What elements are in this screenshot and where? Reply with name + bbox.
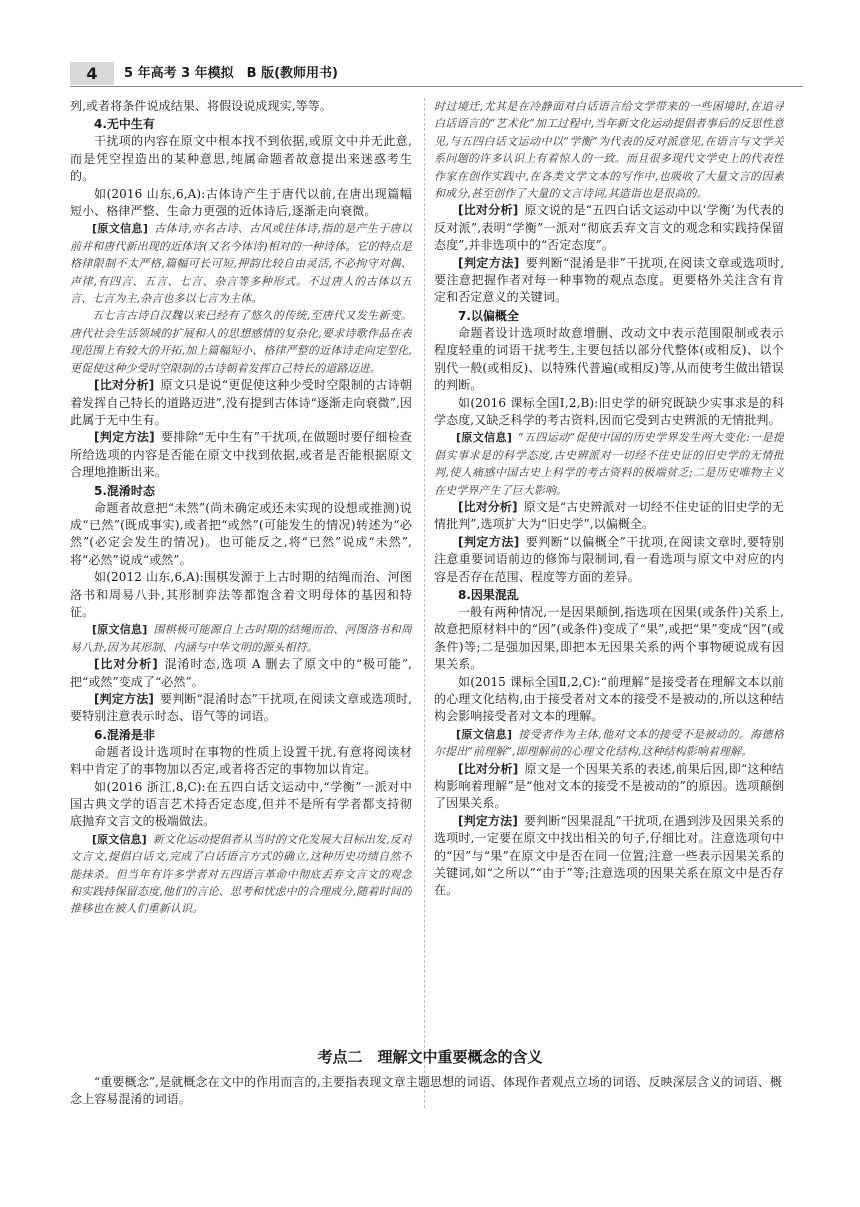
paragraph-text: 时过境迁,尤其是在冷静面对白话语言给文学带来的一些困境时,在追寻白话语言的“艺术化”加工过程中,当年新文化运动提倡者事后的反思性意见,与五四白话文运动中以“学衡”为代表的反对派意见,在语言与文学关系问题的许多认识上有着惊人的一致。而且很多现代文学史上的代表性作家在创作实践中,在各类文学文本的写作中,也吸收了大量文言的因素和成分,甚至创作了大量的文言诗词,其造诣也是很高的。: [434, 100, 784, 201]
left-column: [70, 98, 412, 1138]
paragraph-text: 接受者作为主体,他对文本的接受不是被动的。海德格尔提出“前理解”,即理解前的心理文化结构,这种结构影响着理解。: [434, 727, 784, 759]
paragraph: [70, 569, 412, 621]
paragraph-text: 8.因果混乱: [458, 587, 519, 602]
subsection-heading: [434, 307, 784, 325]
subsection-heading: [434, 586, 784, 604]
paragraph: [70, 691, 412, 726]
paragraph-text: 命题者故意把“未然”(尚未确定或还未实现的设想或推测)说成“已然”(既成事实),或者把“或然”(可能发生的情况)转述为“必然”(必定会发生的情况)。也可能反之,将“已然”说成“未然”,将“必然”说成“或然”。: [70, 500, 412, 567]
paragraph: [434, 202, 784, 254]
section-title: 考点二 理解文中重要概念的含义: [317, 1048, 543, 1066]
paragraph-text: 4.无中生有: [94, 117, 155, 132]
paragraph-text: 列,或者将条件说成结果、将假设说成现实,等等。: [70, 99, 332, 113]
paragraph-text: 要判断“混淆是非”干扰项,在阅读文章或选项时,要注意把握作者对每一种事物的观点态度。更要格外关注含有肯定和否定意义的关键词。: [434, 255, 784, 305]
paragraph-text: 新文化运动提倡者从当时的文化发展大目标出发,反对文言文,提倡白话文,完成了白话语言方式的确立,这种历史功绩自然不能抹杀。但当年有许多学者对五四语言革命中彻底丢弃文言文的观念和实践持保留态度,他们的言论、思考和忧虑中的合理成分,随着时间的推移也在被人们重新认识。: [70, 832, 412, 916]
paragraph: [70, 307, 412, 377]
paragraph-text: 五七言古诗自汉魏以来已经有了悠久的传统,至唐代又发生新变。唐代社会生活领域的扩展和人的思想感情的复杂化,要求诗歌作品在表现范围上有较大的开拓,加上篇幅短小、格律严整的近体诗走向定型化,更促使这种少受时空限制的古诗朝着发挥自己特长的道路迈进。: [70, 309, 412, 375]
paragraph: [434, 604, 784, 674]
paragraph-text: 7.以偏概全: [458, 308, 519, 323]
paragraph-text: 原文只是说“更促使这种少受时空限制的古诗朝着发挥自己特长的道路迈进”,没有提到古体诗“逐渐走向衰微”,因此属于无中生有。: [70, 378, 412, 427]
paragraph: [70, 621, 412, 656]
right-column: [434, 98, 784, 1138]
paragraph-text: 如(2012 山东,6,A):围棋发源于上古时期的结绳而治、河图洛书和周易八卦,其形制弈法等都饱含着文明母体的基因和特征。: [70, 570, 412, 619]
paragraph: [434, 429, 784, 499]
paragraph-text: 如(2016 课标全国Ⅰ,2,B):旧史学的研究既缺少实事求是的科学态度,又缺乏科学的考古资料,因而它受到古史辨派的无情批判。: [434, 395, 784, 427]
paragraph-text: 原文是“古史辨派对一切经不住史证的旧史学的无情批判”,选项扩大为“旧史学”,以偏概全。: [434, 499, 784, 532]
paragraph-text: 如(2016 山东,6,A):古体诗产生于唐代以前,在唐出现篇幅短小、格律严整、生命力更强的近体诗后,逐渐走向衰微。: [70, 186, 412, 219]
paragraph: [70, 377, 412, 429]
paragraph: [434, 726, 784, 761]
paragraph-text: “五四运动”促使中国的历史学界发生两大变化:一是提倡实事求是的科学态度,古史辨派对一切经不住史证的旧史学的无情批判,使人痛感中国古史上科学的考古资料的极端贫乏;二是历史唯物主义在史学界产生了巨大影响。: [434, 431, 784, 497]
paragraph-tag: [原文信息]: [456, 431, 513, 445]
paragraph-tag: [判定方法]: [458, 534, 520, 549]
paragraph: [70, 220, 412, 307]
paragraph-tag: [原文信息]: [92, 832, 147, 846]
paragraph-text: 原文是一个因果关系的表述,前果后因,即“这种结构影响着理解”是“他对文本的接受不是被动的”的原因。选项颠倒了因果关系。: [434, 761, 784, 811]
paragraph: [70, 98, 412, 115]
paragraph-text: 要判断“因果混乱”干扰项,在遇到涉及因果关系的选项时,一定要在原文中找出相关的句子,仔细比对。注意选项句中的“因”与“果”在原文中是否在同一位置;注意一些表示因果关系的关键词,如“之所以”“由于”等;注意选项的因果关系在原文中是否存在。: [434, 813, 784, 898]
page-header: [70, 62, 803, 87]
paragraph: [434, 255, 784, 307]
paragraph: [434, 761, 784, 813]
paragraph-tag: [判定方法]: [94, 430, 155, 445]
paragraph: [434, 813, 784, 900]
paragraph-tag: [比对分析]: [458, 203, 519, 218]
paragraph: [70, 186, 412, 221]
paragraph-text: 一般有两种情况,一是因果颠倒,指选项在因果(或条件)关系上,故意把原材料中的“因”(或条件)变成了“果”,或把“果”变成“因”(或条件)等;二是强加因果,即把本无因果关系的两个事物硬说成有因果关系。: [434, 604, 784, 672]
paragraph: [434, 98, 784, 202]
paragraph-text: 命题者设计选项时在事物的性质上设置干扰,有意将阅读材料中肯定了的事物加以否定,或者将否定的事物加以肯定。: [70, 744, 412, 777]
paragraph-tag: [原文信息]: [92, 222, 149, 236]
paragraph-text: 混淆时态,选项 A 删去了原文中的“极可能”,把“或然”变成了“必然”。: [70, 657, 412, 689]
paragraph-text: 要排除“无中生有”干扰项,在做题时要仔细检查所给选项的内容是否能在原文中找到依据,或者是否能根据原文合理地推断出来。: [70, 430, 412, 480]
paragraph: [434, 534, 784, 586]
paragraph-tag: [判定方法]: [458, 813, 518, 828]
paragraph-text: 干扰项的内容在原文中根本找不到依据,或原文中并无此意,而是凭空捏造出的某种意思,纯属命题者故意提出来迷惑考生的。: [70, 134, 412, 184]
paragraph-text: 6.混淆是非: [94, 727, 155, 742]
paragraph: [70, 133, 412, 185]
paragraph: [434, 499, 784, 534]
paragraph-text: 如(2015 课标全国Ⅱ,2,C):“前理解”是接受者在理解文本以前的心理文化结构,由于接受者对文本的接受不是被动的,所以这种结构会影响接受者对文本的理解。: [434, 674, 784, 724]
paragraph: [434, 325, 784, 395]
paragraph-text: 围棋极可能源自上古时期的结绳而治、河图洛书和周易八卦,因为其形制、内涵与中华文明的源头相符。: [70, 623, 412, 654]
paragraph-text: 5.混淆时态: [94, 483, 155, 498]
paragraph-text: 要判断“混淆时态”干扰项,在阅读文章或选项时,要特别注意表示时态、语气等的词语。: [70, 692, 412, 724]
subsection-heading: [70, 115, 412, 133]
paragraph-tag: [比对分析]: [458, 761, 519, 776]
paragraph-tag: [原文信息]: [92, 623, 148, 637]
subsection-heading: [70, 726, 412, 744]
paragraph-tag: [比对分析]: [94, 378, 155, 393]
paragraph-text: 要判断“以偏概全”干扰项,在阅读文章时,要特别注意重要词语前边的修饰与限制词,看一看选项与原文中对应的内容是否存在范围、程度等方面的差异。: [434, 534, 784, 584]
paragraph: [70, 500, 412, 570]
paragraph-text: 古体诗,亦名古诗、古风或往体诗,指的是产生于唐以前并和唐代新出现的近体诗(又名今体诗)相对的一种诗体。它的特点是格律限制不太严格,篇幅可长可短,押韵比较自由灵活,不必拘守对偶、声律,有四言、五言、七言、杂言等多种形式。不过唐人的古体以五言、七言为主,杂言也多以七言为主体。: [70, 222, 412, 306]
paragraph: [70, 656, 412, 691]
paragraph-tag: [判定方法]: [94, 692, 154, 706]
paragraph-text: 原文说的是“五四白话文运动中以‘学衡’为代表的反对派”,表明“学衡”一派对“彻底丢弃文言文的观念和实践持保留态度”,并非选项中的“否定态度”。: [434, 203, 784, 253]
paragraph-text: 命题者设计选项时故意增删、改动文中表示范围限制或表示程度轻重的词语干扰考生,主要包括以部分代整体(或相反)、以个别代一般(或相反)、以特殊代普遍(或相反)等,从而使考生做出错误的判断。: [434, 325, 784, 393]
paragraph-tag: [原文信息]: [456, 727, 513, 741]
book-title: 5 年高考 3 年模拟 B 版(教师用书): [124, 66, 338, 81]
paragraph: [434, 674, 784, 726]
subsection-heading: [70, 482, 412, 500]
paragraph: [70, 779, 412, 831]
paragraph-text: 如(2016 浙江,8,C):在五四白话文运动中,“学衡”一派对中国古典文学的语言艺术持否定态度,但并不是所有学者都支持彻底抛弃文言文的极端做法。: [70, 779, 412, 829]
column-divider: [424, 98, 425, 1108]
paragraph: [70, 429, 412, 481]
paragraph-tag: [比对分析]: [458, 499, 518, 514]
paragraph: [70, 831, 412, 918]
paragraph: [434, 395, 784, 430]
paragraph-tag: [判定方法]: [458, 255, 520, 270]
section-intro-paragraph: “重要概念”,是就概念在文中的作用而言的,主要指表现文章主题思想的词语、体现作者观点立场的词语、反映深层含义的词语、概念上容易混淆的词语。: [70, 1075, 782, 1107]
page-number: 4: [70, 62, 114, 85]
paragraph: [70, 744, 412, 779]
paragraph-tag: [比对分析]: [94, 657, 158, 672]
